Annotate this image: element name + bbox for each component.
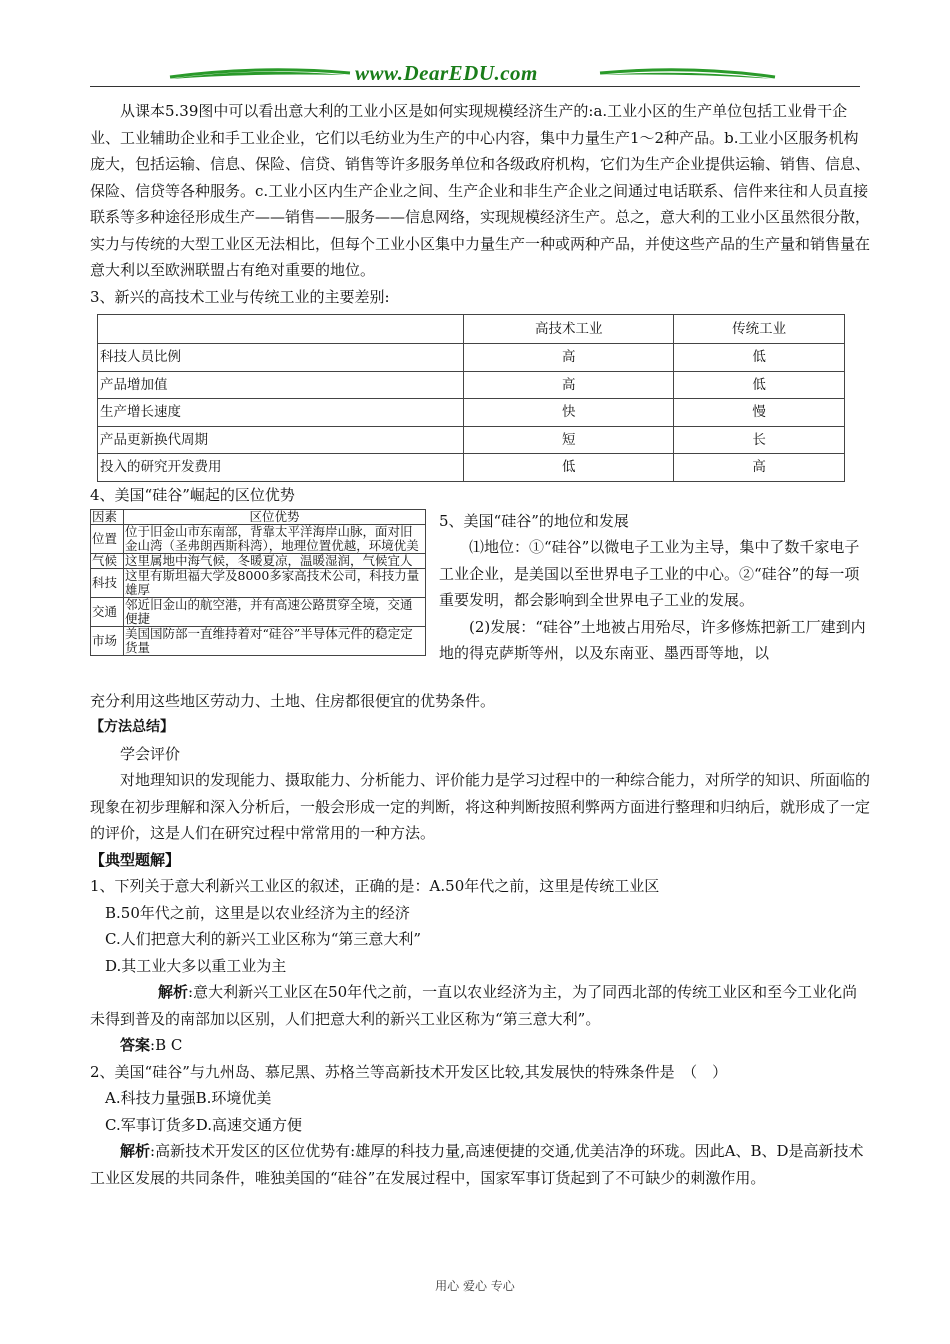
table-row <box>98 399 845 427</box>
method-paragraph: 对地理知识的发现能力、摄取能力、分析能力、评价能力是学习过程中的一种综合能力，对所学的知识、所面临的现象在初步理解和深入分析后，一般会形成一定的判断，将这种判断按照利弊两方面进行整理和归纳后，就形成了一定的评价，这是人们在研究过程中常常用的一种方法。 <box>90 771 871 842</box>
header-rule <box>90 86 860 87</box>
section5-block <box>439 508 871 667</box>
table-row <box>91 568 426 597</box>
table-cell: 产品增加值 <box>98 371 464 399</box>
table-cell: 位于旧金山市东南部，背靠太平洋海岸山脉，面对旧金山湾（圣弗朗西斯科湾），地理位置优越，环境优美 <box>124 524 426 553</box>
document-body <box>90 98 870 1191</box>
table-header-cell: 传统工业 <box>674 315 845 344</box>
table-row <box>98 371 845 399</box>
table-header-cell: 区位优势 <box>124 509 426 524</box>
table-cell: 这里有斯坦福大学及8000多家高技术公司，科技力量雄厚 <box>124 568 426 597</box>
table-cell: 快 <box>464 399 674 427</box>
examples-heading: 【典型题解】 <box>90 850 181 869</box>
table-cell: 市场 <box>91 626 124 655</box>
table-row <box>91 597 426 626</box>
answer-label: 答案 <box>120 1036 151 1054</box>
table-cell: 慢 <box>674 399 845 427</box>
intro-paragraph: 从课本5.39图中可以看出意大利的工业小区是如何实现规模经济生产的:a.工业小区的生产单位包括工业骨干企业、工业辅助企业和手工业企业，它们以毛纺业为生产的中心内容，集中力量生产1～2种产品。b.工业小区服务机构庞大，包括运输、信息、保险、信贷、销售等许多服务单位和各级政府机构，它们为生产企业提供运输、销售、信息、保险、信贷等各种服务。c.工业小区内生产企业之间、生产企业和非生产企业之间通过电话联系、信件来往和人员直接联系等多种途径形成生产——销售——服务——信息网络，实现规模经济生产。总之，意大利的工业小区虽然很分散，实力与传统的大型工业区无法相比，但每个工业小区集中力量生产一种或两种产品，并使这些产品的生产量和销售量在意大利以至欧洲联盟占有绝对重要的地位。 <box>90 102 871 279</box>
table-cell: 低 <box>674 371 845 399</box>
table-cell: 这里属地中海气候，冬暖夏凉，温暖湿润，气候宜人 <box>124 553 426 568</box>
table-cell: 科技人员比例 <box>98 344 464 372</box>
table-header-row <box>98 315 845 344</box>
section5-status-paragraph: ⑴地位：①“硅谷”以微电子工业为主导，集中了数千家电子工业企业，是美国以至世界电子工业的中心。②“硅谷”的每一项重要发明，都会影响到全世界电子工业的发展。 <box>439 538 860 609</box>
question2-analysis <box>90 1138 870 1191</box>
analysis-label: 解析 <box>120 1142 151 1160</box>
table-cell: 投入的研究开发费用 <box>98 454 464 482</box>
table-row <box>91 626 426 655</box>
question2-stem: 2、美国“硅谷”与九州岛、慕尼黑、苏格兰等高新技术开发区比较,其发展快的特殊条件是 （ ） <box>90 1062 728 1081</box>
analysis-label: 解析 <box>158 983 189 1001</box>
table-cell: 高 <box>464 344 674 372</box>
table-cell: 气候 <box>91 553 124 568</box>
site-logo-text: www.DearEDU.com <box>355 61 538 85</box>
table-header-cell <box>98 315 464 344</box>
section5-development-continuation: 充分利用这些地区劳动力、土地、住房都很便宜的优势条件。 <box>90 691 496 710</box>
answer-text: :B C <box>150 1036 183 1054</box>
analysis-text: :意大利新兴工业区在50年代之前，一直以农业经济为主，为了同西北部的传统工业区和至今工业化尚未得到普及的南部加以区别，人们把意大利的新兴工业区称为“第三意大利”。 <box>90 983 858 1028</box>
table-cell: 长 <box>674 426 845 454</box>
analysis-text: :高新技术开发区的区位优势有:雄厚的科技力量,高速便捷的交通,优美洁净的环珑。因此A、B、D是高新技术工业区发展的共同条件，唯独美国的“硅谷”在发展过程中，国家军事订货起到了不可缺少的刺激作用。 <box>90 1142 864 1187</box>
question1-answer <box>90 1032 870 1059</box>
table-cell: 高 <box>674 454 845 482</box>
section5-title: 5、美国“硅谷”的地位和发展 <box>439 511 629 530</box>
table-cell: 位置 <box>91 524 124 553</box>
question2-options-ab: A.科技力量强B.环境优美 <box>105 1089 272 1107</box>
comparison-table <box>97 314 845 482</box>
table-header-row <box>91 509 426 524</box>
table-cell: 产品更新换代周期 <box>98 426 464 454</box>
page-header <box>0 55 950 95</box>
method-subtitle: 学会评价 <box>120 744 181 763</box>
table-cell: 高 <box>464 371 674 399</box>
question1-option-b: B.50年代之前，这里是以农业经济为主的经济 <box>105 903 410 922</box>
table-cell: 低 <box>464 454 674 482</box>
table-row <box>98 344 845 372</box>
table-row <box>91 553 426 568</box>
table-row <box>98 426 845 454</box>
table-header-cell: 高技术工业 <box>464 315 674 344</box>
question2-options-cd: C.军事订货多D.高速交通方便 <box>105 1115 302 1134</box>
section5-development-paragraph: (2)发展：“硅谷”土地被占用殆尽，许多修炼把新工厂建到内地的得克萨斯等州，以及东南亚、墨西哥等地，以 <box>439 617 866 662</box>
method-summary-heading: 【方法总结】 <box>90 719 174 735</box>
table-cell: 交通 <box>91 597 124 626</box>
section3-title: 3、新兴的高技术工业与传统工业的主要差别: <box>90 287 390 306</box>
table-cell: 低 <box>674 344 845 372</box>
question1-option-d: D.其工业大多以重工业为主 <box>105 956 287 975</box>
question1-stem: 1、下列关于意大利新兴工业区的叙述，正确的是：A.50年代之前，这里是传统工业区 <box>90 877 660 895</box>
location-advantage-table <box>90 509 426 656</box>
table-cell: 科技 <box>91 568 124 597</box>
table-header-cell: 因素 <box>91 509 124 524</box>
question1-analysis <box>90 979 870 1032</box>
question1-option-c: C.人们把意大利的新兴工业区称为“第三意大利” <box>105 930 422 948</box>
section4-block <box>90 482 870 688</box>
table-cell: 邻近旧金山的航空港，并有高速公路贯穿全境，交通便捷 <box>124 597 426 626</box>
page-footer: 用心 爱心 专心 <box>435 1279 515 1293</box>
table-cell: 生产增长速度 <box>98 399 464 427</box>
table-cell: 短 <box>464 426 674 454</box>
table-row <box>91 524 426 553</box>
section4-title: 4、美国“硅谷”崛起的区位优势 <box>90 485 295 504</box>
table-row <box>98 454 845 482</box>
table-cell: 美国国防部一直维持着对“硅谷”半导体元件的稳定定货量 <box>124 626 426 655</box>
